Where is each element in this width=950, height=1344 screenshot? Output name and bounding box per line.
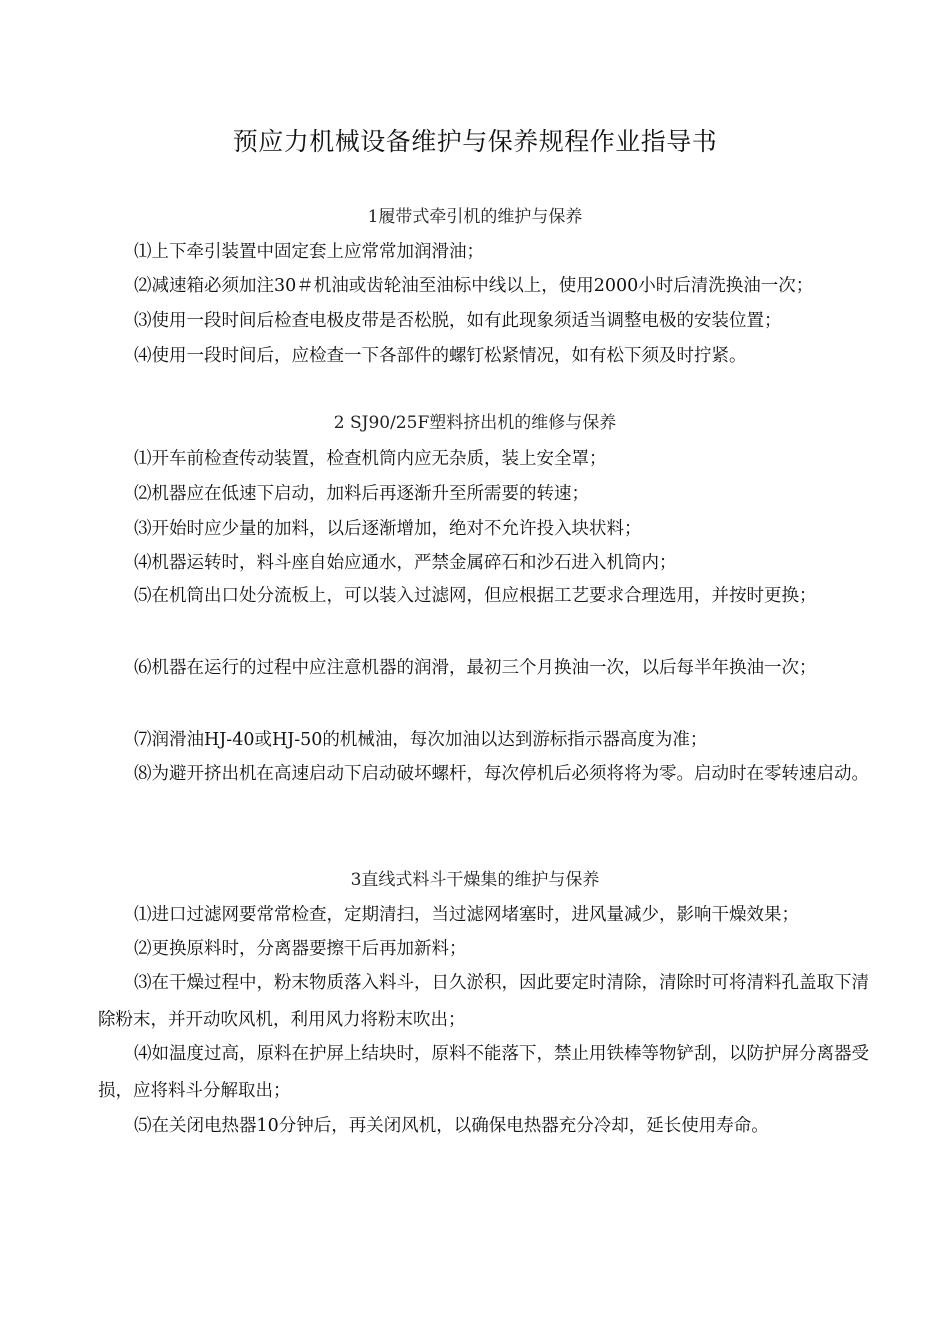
section-3-item-3: ⑶在干燥过程中，粉末物质落入料斗，日久淤积，因此要定时清除，清除时可将清料孔盖取下清除粉末，并开动吹风机，利用风力将粉末吹出；: [98, 973, 869, 1030]
section-3-item-4: ⑷如温度过高，原料在护屏上结块时，原料不能落下，禁止用铁棒等物铲刮，以防护屏分离器受损，应将料斗分解取出；: [98, 1044, 869, 1101]
section-2-item-1: ⑴开车前检查传动装置，检查机筒内应无杂质，装上安全罩；: [134, 449, 607, 469]
section-1-item-1: ⑴上下牵引装置中固定套上应常常加润滑油；: [134, 242, 484, 262]
section-3-item-1: ⑴进口过滤网要常常检查，定期清扫，当过滤网堵塞时，进风量减少，影响干燥效果；: [134, 905, 799, 925]
section-2-item-2: ⑵机器应在低速下启动，加料后再逐渐升至所需要的转速；: [134, 484, 589, 504]
section-2-item-7: ⑺润滑油HJ-40或HJ-50的机械油，每次加油以达到游标指示器高度为准；: [134, 730, 708, 750]
section-1-item-4: ⑷使用一段时间后，应检查一下各部件的螺钉松紧情况，如有松下须及时拧紧。: [134, 346, 747, 366]
section-2-heading: 2 SJ90/25F塑料挤出机的维修与保养: [333, 413, 617, 433]
section-2-item-6: ⑹机器在运行的过程中应注意机器的润滑，最初三个月换油一次，以后每半年换油一次；: [134, 658, 817, 678]
document-title: 预应力机械设备维护与保养规程作业指导书: [232, 127, 718, 156]
section-3-heading: 3直线式料斗干燥集的维护与保养: [350, 870, 600, 890]
section-3-item-5: ⑸在关闭电热器10分钟后，再关闭风机，以确保电热器充分冷却，延长使用寿命。: [134, 1116, 769, 1136]
section-2-item-5: ⑸在机筒出口处分流板上，可以装入过滤网，但应根据工艺要求合理选用，并按时更换；: [134, 586, 817, 606]
section-2-item-3: ⑶开始时应少量的加料，以后逐渐增加，绝对不允许投入块状料；: [134, 519, 642, 539]
section-1-heading: 1履带式牵引机的维护与保养: [367, 207, 583, 227]
section-1-item-3: ⑶使用一段时间后检查电极皮带是否松脱，如有此现象须适当调整电极的安装位置；: [134, 311, 782, 331]
section-3-item-2: ⑵更换原料时，分离器要擦干后再加新料；: [134, 939, 467, 959]
section-1-item-2: ⑵减速箱必须加注30＃机油或齿轮油至油标中线以上，使用2000小时后清洗换油一次；: [134, 276, 814, 296]
section-2-item-4: ⑷机器运转时，料斗座自始应通水，严禁金属碎石和沙石进入机筒内；: [134, 553, 677, 573]
section-2-item-8: ⑻为避开挤出机在高速启动下启动破坏螺杆，每次停机后必须将将为零。启动时在零转速启动。: [134, 764, 869, 784]
